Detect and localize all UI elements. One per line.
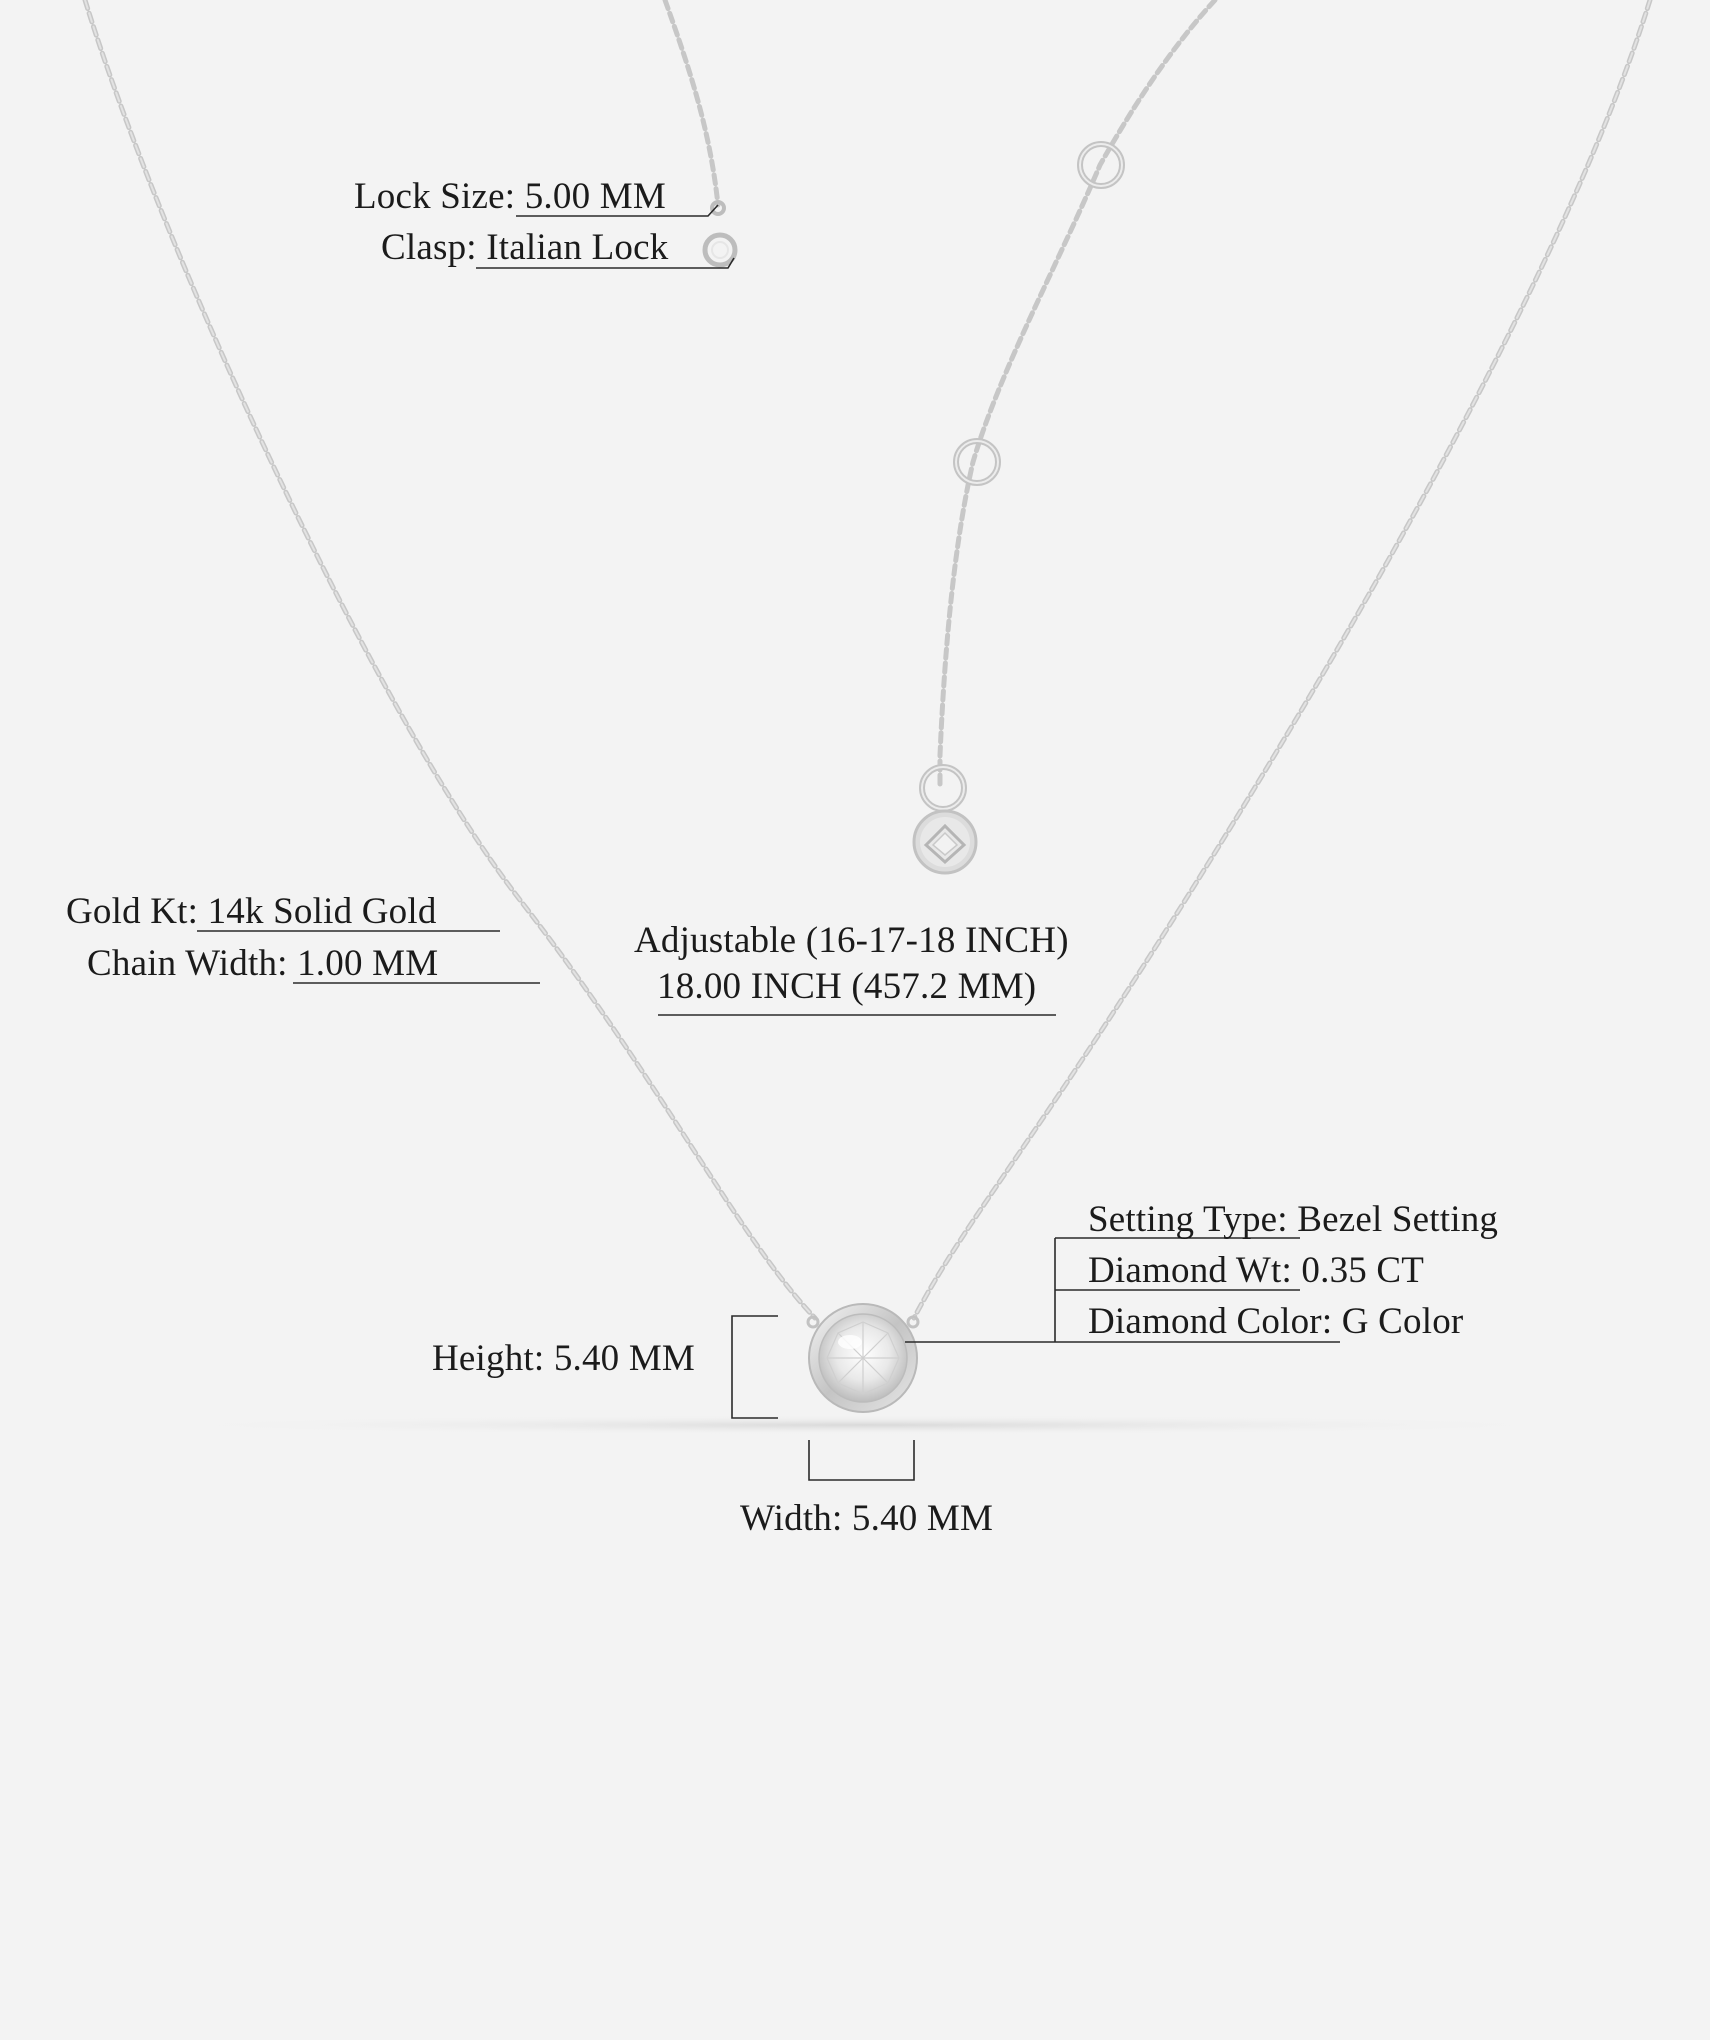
diamond-wt-spec [1088,1252,1424,1289]
setting-type-value: Bezel Setting [1287,1199,1499,1240]
setting-type-label: Setting Type: [1088,1199,1288,1240]
chain-width-spec [87,945,438,982]
pendant-width: Width: 5.40 MM [740,1498,994,1539]
clasp-label: Clasp: [381,227,477,268]
lock-size-spec [354,178,666,215]
diamond-wt-value: 0.35 CT [1291,1250,1425,1291]
extender-chain [940,0,1215,785]
gold-kt-label: Gold Kt: [66,891,199,932]
chain-length: 18.00 INCH (457.2 MM) [657,966,1037,1007]
bezel-pendant [808,1304,918,1412]
pendant-shadow [145,1415,1585,1435]
right-chain [914,0,1650,1318]
clasp-value: Italian Lock [476,227,669,268]
pendant-height: Height: 5.40 MM [432,1338,696,1379]
gold-kt-spec [66,893,437,930]
right-chain-shade [914,0,1650,1318]
setting-type-spec [1088,1201,1498,1238]
diamond-color-label: Diamond Color: [1088,1301,1333,1342]
diamond-color-value: G Color [1332,1301,1464,1342]
extender-rings [922,144,1122,809]
lock-size-label: Lock Size: [354,176,516,217]
diamond-wt-label: Diamond Wt: [1088,1250,1292,1291]
clasp-lock [705,202,735,265]
adjustable-length: Adjustable (16-17-18 INCH) [634,920,1069,961]
gold-kt-value: 14k Solid Gold [198,891,437,932]
clasp-spec [381,229,668,266]
logo-tag [914,811,976,873]
width-bracket [809,1440,914,1480]
diamond-color-spec [1088,1303,1463,1340]
chain-width-value: 1.00 MM [287,943,439,984]
clasp-chain [665,0,718,205]
lock-size-value: 5.00 MM [515,176,666,217]
height-bracket [732,1316,778,1418]
chain-width-label: Chain Width: [87,943,288,984]
